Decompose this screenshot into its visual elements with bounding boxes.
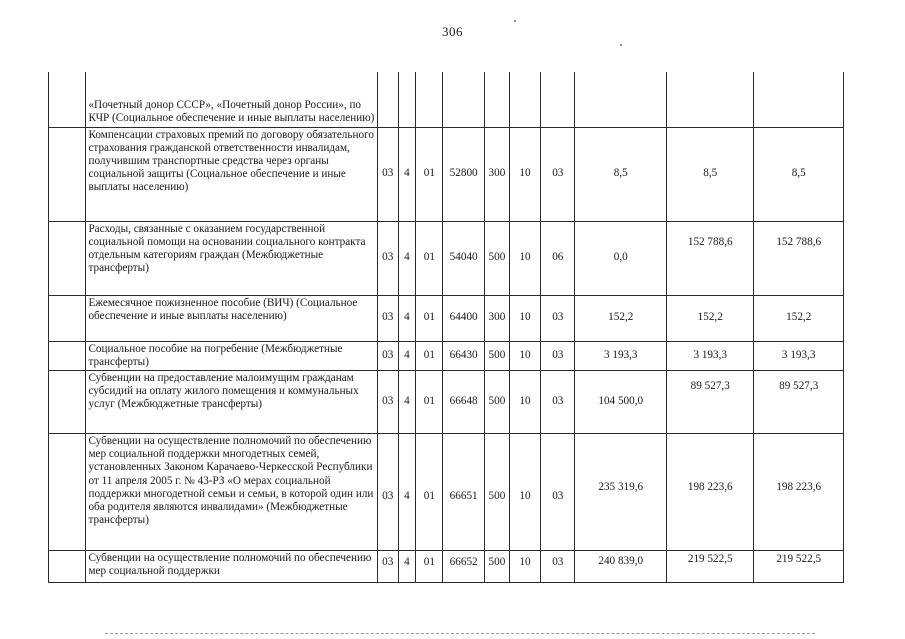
table-row xyxy=(49,341,844,370)
value-2: 198 223,6 xyxy=(667,433,754,550)
value-1: 235 319,6 xyxy=(575,433,667,550)
code-6: 10 xyxy=(509,221,540,295)
value-1: 8,5 xyxy=(575,127,667,221)
value-1: 0,0 xyxy=(575,221,667,295)
page-number: 306 xyxy=(442,24,463,39)
code-4: 66430 xyxy=(443,341,485,370)
value-1: 152,2 xyxy=(575,295,667,341)
table-row xyxy=(49,72,844,127)
code-6: 10 xyxy=(509,433,540,550)
row-name: Расходы, связанные с оказанием государственной социальной помощи на основании социального контракта отдельным категориям граждан (Межбюджетные трансферты) xyxy=(86,221,377,295)
code-2: 4 xyxy=(398,127,416,221)
table-row xyxy=(49,221,844,295)
code-1: 03 xyxy=(377,295,398,341)
code-4: 66648 xyxy=(443,370,485,433)
code-3: 01 xyxy=(416,433,443,550)
code-4: 64400 xyxy=(443,295,485,341)
code-7: 03 xyxy=(541,370,575,433)
code-4: 66651 xyxy=(443,433,485,550)
value-2: 152,2 xyxy=(667,295,754,341)
code-1: 03 xyxy=(377,550,398,582)
scan-speck xyxy=(620,44,622,46)
value-2: 3 193,3 xyxy=(667,341,754,370)
code-1: 03 xyxy=(377,341,398,370)
code-1: 03 xyxy=(377,433,398,550)
code-5: 500 xyxy=(484,341,509,370)
code-6: 10 xyxy=(509,295,540,341)
code-4: 52800 xyxy=(443,127,485,221)
value-3: 152,2 xyxy=(754,295,844,341)
code-3: 01 xyxy=(416,341,443,370)
code-1: 03 xyxy=(377,370,398,433)
value-1: 3 193,3 xyxy=(575,341,667,370)
row-name: Социальное пособие на погребение (Межбюджетные трансферты) xyxy=(86,341,377,370)
row-name: «Почетный донор СССР», «Почетный донор России», по КЧР (Социальное обеспечение и иные выплаты населению) xyxy=(86,72,377,127)
value-1: 104 500,0 xyxy=(575,370,667,433)
row-name: Субвенции на осуществление полномочий по обеспечению мер социальной поддержки многодетных семей, установленных Законом Карачаево-Черкесской Республики от 11 апреля 2005 г. № 43-РЗ «О мерах социальной поддержки многодетной семьи и семьи, в которой один или оба родителя являются инвалидами» (Межбюджетные трансферты) xyxy=(86,433,377,550)
page-bottom-rule xyxy=(105,633,815,634)
code-2: 4 xyxy=(398,370,416,433)
table-row xyxy=(49,370,844,433)
code-3: 01 xyxy=(416,295,443,341)
code-6: 10 xyxy=(509,127,540,221)
code-5: 300 xyxy=(484,295,509,341)
row-name: Ежемесячное пожизненное пособие (ВИЧ) (Социальное обеспечение и иные выплаты населению) xyxy=(86,295,377,341)
value-2: 219 522,5 xyxy=(667,550,754,582)
table-row xyxy=(49,295,844,341)
code-6: 10 xyxy=(509,341,540,370)
code-4: 66652 xyxy=(443,550,485,582)
code-3: 01 xyxy=(416,127,443,221)
value-2: 152 788,6 xyxy=(667,221,754,295)
value-3: 219 522,5 xyxy=(754,550,844,582)
code-3: 01 xyxy=(416,370,443,433)
scan-speck xyxy=(514,20,516,22)
code-5: 500 xyxy=(484,550,509,582)
table-row xyxy=(49,550,844,582)
value-3: 8,5 xyxy=(754,127,844,221)
code-6: 10 xyxy=(509,370,540,433)
code-7: 03 xyxy=(541,127,575,221)
row-name: Компенсации страховых премий по договору обязательного страхования гражданской ответственности инвалидам, получившим транспортные средства через органы социальной защиты (Социальное обеспечение и иные выплаты населению) xyxy=(86,127,377,221)
value-3: 152 788,6 xyxy=(754,221,844,295)
code-5: 500 xyxy=(484,370,509,433)
code-2: 4 xyxy=(398,221,416,295)
code-7: 06 xyxy=(541,221,575,295)
code-1: 03 xyxy=(377,127,398,221)
code-4: 54040 xyxy=(443,221,485,295)
code-3: 01 xyxy=(416,221,443,295)
code-5: 300 xyxy=(484,127,509,221)
code-2: 4 xyxy=(398,433,416,550)
code-2: 4 xyxy=(398,550,416,582)
code-7: 03 xyxy=(541,341,575,370)
value-2: 8,5 xyxy=(667,127,754,221)
value-3: 3 193,3 xyxy=(754,341,844,370)
code-7: 03 xyxy=(541,295,575,341)
code-1: 03 xyxy=(377,221,398,295)
row-name: Субвенции на предоставление малоимущим гражданам субсидий на оплату жилого помещения и коммунальных услуг (Межбюджетные трансферты) xyxy=(86,370,377,433)
value-2: 89 527,3 xyxy=(667,370,754,433)
code-2: 4 xyxy=(398,295,416,341)
table-row xyxy=(49,127,844,221)
code-7: 03 xyxy=(541,550,575,582)
code-5: 500 xyxy=(484,433,509,550)
code-3: 01 xyxy=(416,550,443,582)
code-6: 10 xyxy=(509,550,540,582)
budget-table xyxy=(48,72,844,583)
code-5: 500 xyxy=(484,221,509,295)
row-name: Субвенции на осуществление полномочий по обеспечению мер социальной поддержки xyxy=(86,550,377,582)
table-row xyxy=(49,433,844,550)
value-3: 198 223,6 xyxy=(754,433,844,550)
value-1: 240 839,0 xyxy=(575,550,667,582)
value-3: 89 527,3 xyxy=(754,370,844,433)
code-7: 03 xyxy=(541,433,575,550)
code-2: 4 xyxy=(398,341,416,370)
